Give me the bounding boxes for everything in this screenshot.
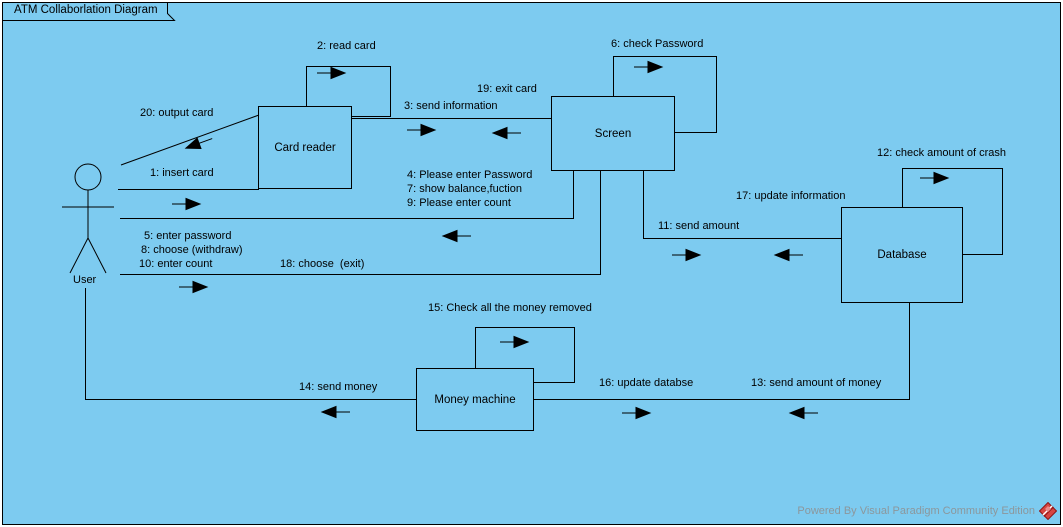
watermark-text: Powered By Visual Paradigm Community Edition: [797, 505, 1035, 517]
message-label-14[interactable]: 14: send money: [299, 381, 378, 393]
message-label-5[interactable]: 5: enter password: [144, 230, 232, 242]
message-label-11[interactable]: 11: send amount: [658, 220, 740, 232]
message-label-2[interactable]: 2: read card: [317, 40, 376, 52]
message-label-17[interactable]: 17: update information: [736, 190, 846, 202]
money-machine-label[interactable]: Money machine: [434, 393, 516, 406]
message-label-16[interactable]: 16: update databse: [599, 377, 694, 389]
message-label-10[interactable]: 10: enter count: [139, 258, 213, 270]
message-label-1[interactable]: 1: insert card: [150, 167, 214, 179]
message-label-20[interactable]: 20: output card: [140, 107, 214, 119]
message-label-9[interactable]: 9: Please enter count: [407, 197, 511, 209]
message-label-6[interactable]: 6: check Password: [611, 38, 704, 50]
diagram-title[interactable]: ATM Collaborlation Diagram: [14, 4, 158, 16]
message-label-4[interactable]: 4: Please enter Password: [407, 169, 533, 181]
message-label-15[interactable]: 15: Check all the money removed: [428, 302, 592, 314]
user-actor-label[interactable]: User: [73, 274, 97, 286]
database-label[interactable]: Database: [877, 249, 927, 261]
message-label-13[interactable]: 13: send amount of money: [751, 377, 882, 389]
message-label-7[interactable]: 7: show balance,fuction: [407, 183, 522, 195]
watermark: [797, 502, 1057, 520]
message-label-12[interactable]: 12: check amount of crash: [877, 147, 1007, 159]
card-reader-label[interactable]: Card reader: [274, 141, 336, 154]
message-label-8[interactable]: 8: choose (withdraw): [141, 244, 243, 256]
screen-label[interactable]: Screen: [594, 127, 632, 140]
message-label-3[interactable]: 3: send information: [404, 100, 498, 112]
message-label-18[interactable]: 18: choose (exit): [280, 258, 365, 270]
visual-paradigm-logo-icon: [1039, 502, 1057, 520]
message-label-19[interactable]: 19: exit card: [477, 83, 537, 95]
